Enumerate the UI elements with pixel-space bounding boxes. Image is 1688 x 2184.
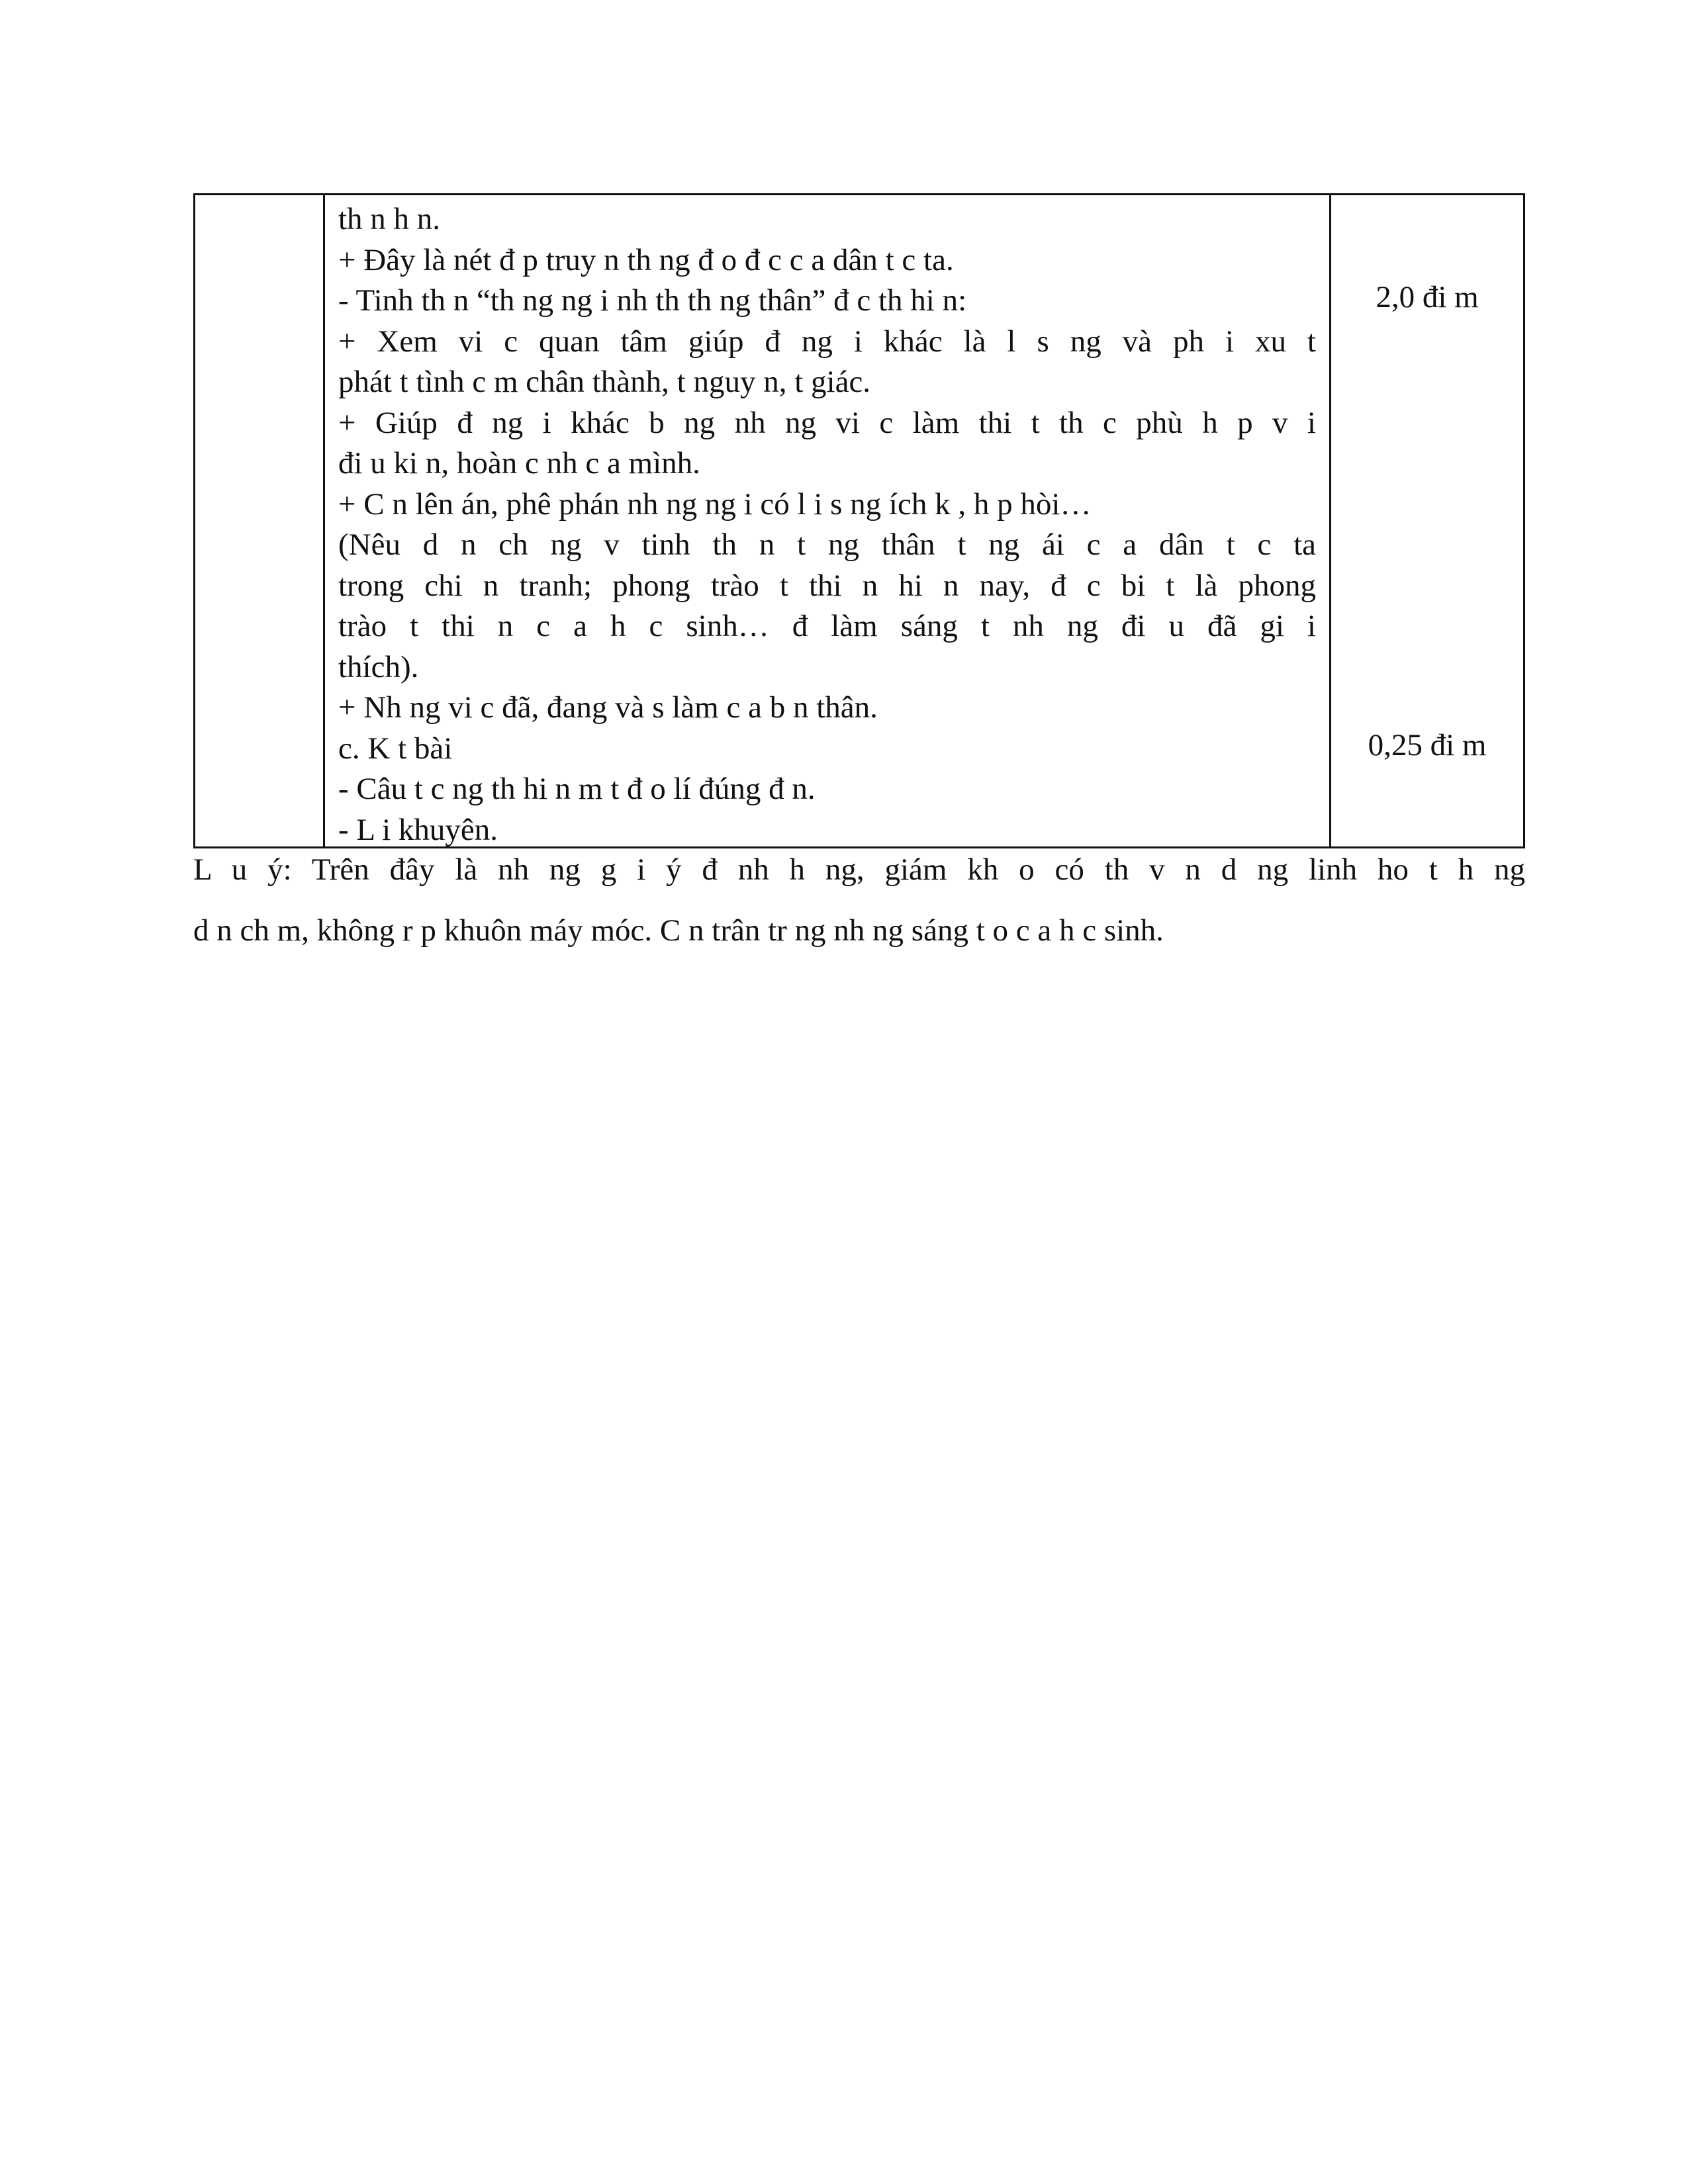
content-line: trào t thi n c a h c sinh… đ làm sáng t nh ng đi u đã gi i <box>338 609 1316 643</box>
content-line: - Câu t c ng th hi n m t đ o lí đúng đ n. <box>338 772 816 806</box>
content-line: đi u ki n, hoàn c nh c a mình. <box>338 446 700 480</box>
answer-content-cell <box>325 195 1331 846</box>
content-line: - L i khuyên. <box>338 812 498 847</box>
content-line: c. K t bài <box>338 731 453 766</box>
score-value: 0,25 đi m <box>1368 728 1487 762</box>
content-line: + C n lên án, phê phán nh ng ng i có l i s ng ích k , h p hòi… <box>338 486 1092 522</box>
content-line: phát t tình c m chân thành, t nguy n, t giác. <box>338 365 871 399</box>
note-line: d n ch m, không r p khuôn máy móc. C n trân tr ng nh ng sáng t o c a h c sinh. <box>193 913 1164 948</box>
content-line: - Tinh th n “th ng ng i nh th th ng thân” đ c th hi n: <box>338 283 967 318</box>
content-line: th n h n. <box>338 202 441 236</box>
score-value: 2,0 đi m <box>1376 280 1479 314</box>
content-line: + Đây là nét đ p truy n th ng đ o đ c c a dân t c ta. <box>338 242 954 277</box>
content-line: + Giúp đ ng i khác b ng nh ng vi c làm thi t th c phù h p v i <box>338 405 1316 440</box>
content-line: trong chi n tranh; phong trào t thi n hi n nay, đ c bi t là phong <box>338 568 1316 603</box>
grading-table <box>193 193 1525 848</box>
content-line: + Xem vi c quan tâm giúp đ ng i khác là l s ng và ph i xu t <box>338 324 1316 359</box>
score-column <box>1331 195 1523 846</box>
question-column <box>195 195 325 846</box>
note-line: L u ý: Trên đây là nh ng g i ý đ nh h ng, giám kh o có th v n d ng linh ho t h ng <box>193 852 1525 887</box>
content-line: thích). <box>338 649 419 684</box>
content-line: (Nêu d n ch ng v tinh th n t ng thân t ng ái c a dân t c ta <box>338 527 1316 562</box>
content-line: + Nh ng vi c đã, đang và s làm c a b n thân. <box>338 690 878 725</box>
